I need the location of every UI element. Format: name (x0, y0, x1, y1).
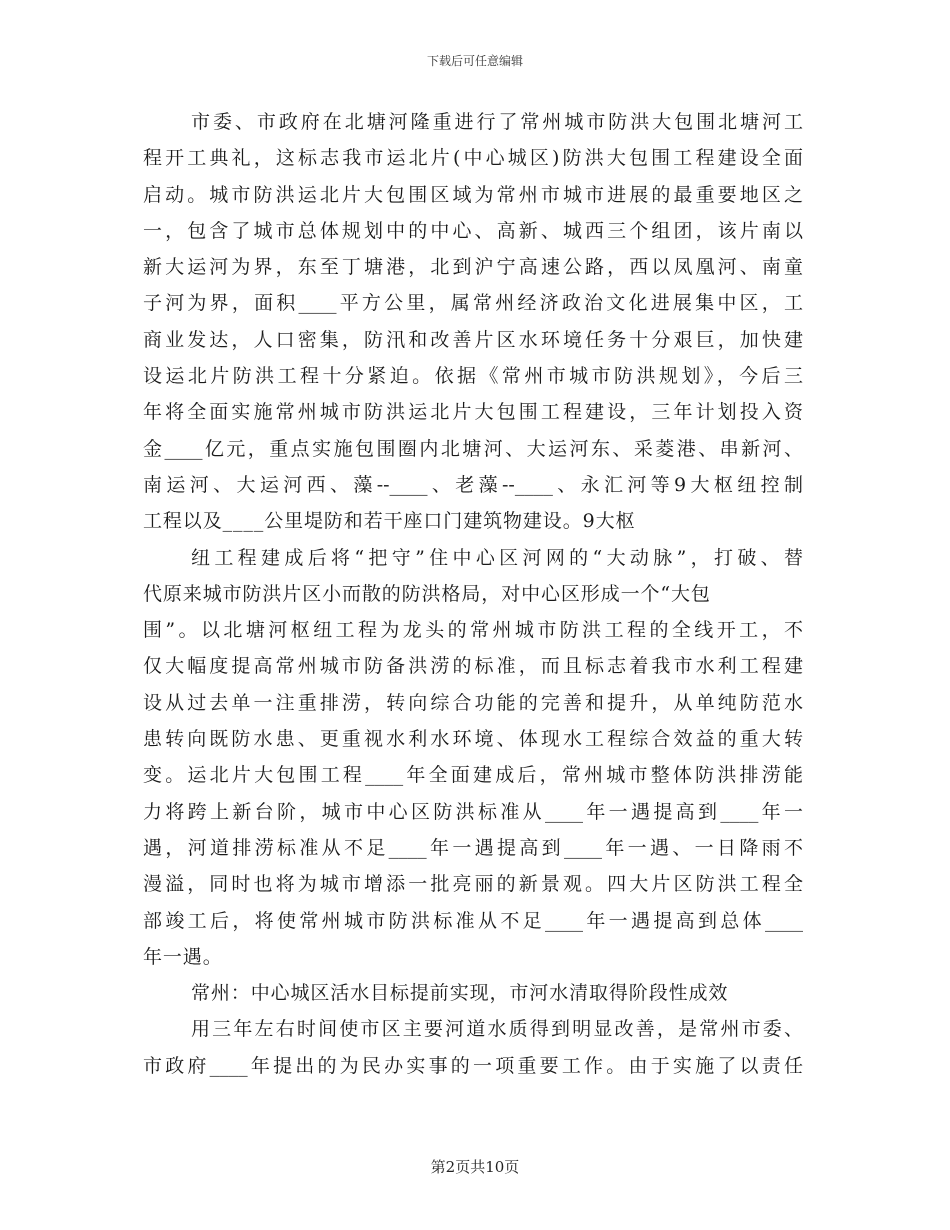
page-footer: 第2页共10页 (430, 1158, 520, 1176)
text-line: 设从过去单一注重排涝，转向综合功能的完善和提升，从单纯防范水 (143, 691, 803, 714)
paragraph-2 (143, 540, 803, 976)
text-line: 新大运河为界，东至丁塘港，北到沪宁高速公路，西以凤凰河、南童 (143, 256, 803, 279)
paragraph-1 (143, 104, 803, 540)
text-line: 金____亿元，重点实施包围圈内北塘河、大运河东、采菱港、串新河、 (143, 437, 803, 460)
text-line: 代原来城市防洪片区小而散的防洪格局，对中心区形成一个“大包 (143, 582, 711, 605)
text-line: 程开工典礼，这标志我市运北片(中心城区)防洪大包围工程建设全面 (143, 147, 803, 170)
text-line: 商业发达，人口密集，防汛和改善片区水环境任务十分艰巨，加快建 (143, 328, 803, 351)
page-header: 下载后可任意编辑 (426, 54, 523, 68)
text-line: 仅大幅度提高常州城市防备洪涝的标准，而且标志着我市水利工程建 (143, 655, 803, 678)
text-line: 用三年左右时间使市区主要河道水质得到明显改善，是常州市委、 (191, 1018, 803, 1041)
section-heading: 常州：中心城区活水目标提前实现，市河水清取得阶段性成效 (191, 982, 729, 1005)
text-line: 纽工程建成后将“把守”住中心区河网的“大动脉”，打破、替 (191, 546, 803, 569)
text-line: 遇，河道排涝标准从不足____年一遇提高到____年一遇、一日降雨不 (143, 836, 803, 859)
text-line: 围”。以北塘河枢纽工程为龙头的常州城市防洪工程的全线开工，不 (143, 619, 803, 642)
text-line: 一，包含了城市总体规划中的中心、高新、城西三个组团，该片南以 (143, 219, 803, 242)
text-line: 年一遇。 (143, 945, 223, 968)
document-body (143, 104, 803, 1084)
text-line: 市委、市政府在北塘河隆重进行了常州城市防洪大包围北塘河工 (191, 111, 803, 133)
text-line: 子河为界，面积____平方公里，属常州经济政治文化进展集中区，工 (143, 292, 803, 315)
text-line: 工程以及____公里堤防和若干座口门建筑物建设。9大枢 (143, 510, 636, 533)
text-line: 市政府____年提出的为民办实事的一项重要工作。由于实施了以责任 (143, 1054, 803, 1077)
text-line: 设运北片防洪工程十分紧迫。依据《常州市城市防洪规划》，今后三 (143, 365, 803, 388)
text-line: 变。运北片大包围工程____年全面建成后，常州城市整体防洪排涝能 (143, 764, 803, 787)
paragraph-3 (143, 975, 803, 1011)
text-line: 患转向既防水患、更重视水利水环境、体现水工程综合效益的重大转 (143, 728, 803, 751)
text-line: 漫溢，同时也将为城市增添一批亮丽的新景观。四大片区防洪工程全 (143, 873, 803, 896)
paragraph-4 (143, 1011, 803, 1084)
text-line: 年将全面实施常州城市防洪运北片大包围工程建设，三年计划投入资 (143, 401, 803, 424)
text-line: 部竣工后，将使常州城市防洪标准从不足____年一遇提高到总体____ (143, 909, 803, 932)
text-line: 南运河、大运河西、藻--____、老藻--____、永汇河等9大枢纽控制 (143, 473, 803, 496)
text-line: 力将跨上新台阶，城市中心区防洪标准从____年一遇提高到____年一 (143, 800, 803, 823)
text-line: 启动。城市防洪运北片大包围区域为常州市城市进展的最重要地区之 (143, 183, 803, 206)
